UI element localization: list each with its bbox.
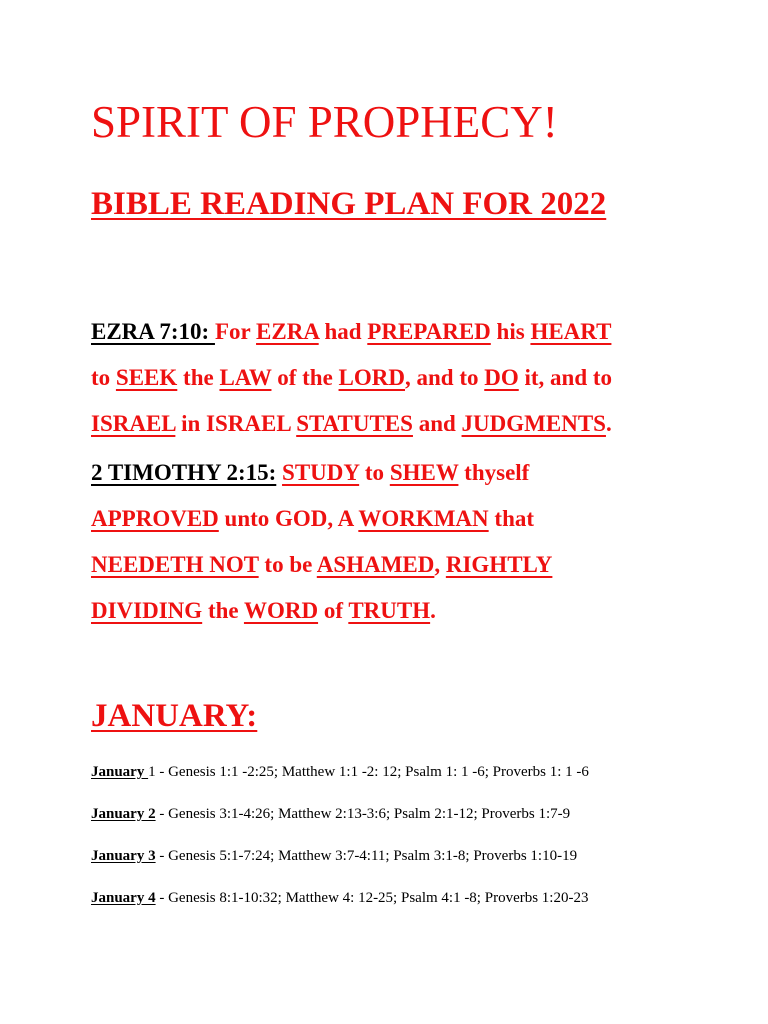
verse-keyword: ASHAMED <box>316 552 435 577</box>
verse-timothy <box>91 450 552 634</box>
reading-entry <box>91 890 588 907</box>
verse-text: to be <box>258 552 317 577</box>
verse-keyword: WORD <box>243 598 319 623</box>
verse-text: the <box>202 598 244 623</box>
verse-keyword: LAW <box>219 365 272 390</box>
document-subtitle: BIBLE READING PLAN FOR 2022 <box>91 186 607 222</box>
verse-keyword: LORD <box>338 365 405 390</box>
verse-text: had <box>318 319 368 344</box>
verse-timothy-line-3 <box>91 542 552 588</box>
verse-text: to <box>91 365 116 390</box>
verse-text: and <box>412 411 462 436</box>
verse-keyword: STATUTES <box>296 411 413 436</box>
verse-keyword: WORKMAN <box>358 506 489 531</box>
verse-text: For <box>214 319 257 344</box>
reading-passages: 1 - Genesis 1:1 -2:25; Matthew 1:1 -2: 12; Psalm 1: 1 -6; Proverbs 1: 1 -6 <box>148 764 589 780</box>
verse-keyword: APPROVED <box>91 506 219 531</box>
verse-text: his <box>490 319 531 344</box>
verse-keyword: DIVIDING <box>91 598 203 623</box>
reading-date: January 2 <box>91 806 156 822</box>
reading-entry <box>91 806 570 823</box>
verse-text: to <box>359 460 390 485</box>
reading-passages: - Genesis 3:1-4:26; Matthew 2:13-3:6; Psalm 2:1-12; Proverbs 1:7-9 <box>155 806 571 822</box>
verse-ezra-line-2 <box>91 355 612 401</box>
verse-ezra-line-3 <box>91 401 612 447</box>
verse-timothy-line-1 <box>91 450 552 496</box>
verse-text: . <box>430 598 436 623</box>
reading-entry <box>91 848 577 865</box>
verse-text: in ISRAEL <box>175 411 297 436</box>
verse-timothy-line-4 <box>91 588 552 634</box>
verse-keyword: ISRAEL <box>91 411 176 436</box>
verse-keyword: TRUTH <box>348 598 431 623</box>
verse-keyword: SEEK <box>115 365 178 390</box>
verse-keyword: SHEW <box>389 460 459 485</box>
verse-keyword: DO <box>484 365 519 390</box>
verse-text: the <box>177 365 220 390</box>
verse-text: thyself <box>458 460 530 485</box>
reading-passages: - Genesis 5:1-7:24; Matthew 3:7-4:11; Psalm 3:1-8; Proverbs 1:10-19 <box>155 848 578 864</box>
verse-text: that <box>488 506 535 531</box>
verse-reference: EZRA 7:10: <box>91 319 215 344</box>
verse-ezra <box>91 309 612 447</box>
reading-date: January <box>91 764 149 780</box>
document-title: SPIRIT OF PROPHECY! <box>91 97 558 147</box>
reading-entry <box>91 764 589 781</box>
verse-keyword: NEEDETH NOT <box>91 552 259 577</box>
verse-keyword: RIGHTLY <box>445 552 553 577</box>
month-heading: JANUARY: <box>91 698 258 734</box>
verse-text: of <box>318 598 349 623</box>
verse-text: , and to <box>405 365 485 390</box>
verse-text: it, and to <box>518 365 613 390</box>
verse-text: . <box>605 411 612 436</box>
verse-timothy-line-2 <box>91 496 552 542</box>
verse-reference: 2 TIMOTHY 2:15: <box>91 460 277 485</box>
reading-date: January 3 <box>91 848 156 864</box>
verse-keyword: STUDY <box>282 460 360 485</box>
verse-text: unto GOD, A <box>218 506 359 531</box>
verse-keyword: JUDGMENTS <box>461 411 606 436</box>
verse-keyword: HEART <box>530 319 612 344</box>
reading-date: January 4 <box>91 890 156 906</box>
verse-keyword: PREPARED <box>367 319 491 344</box>
verse-keyword: EZRA <box>256 319 319 344</box>
verse-text: of the <box>271 365 339 390</box>
verse-text: , <box>434 552 446 577</box>
verse-ezra-line-1 <box>91 309 612 355</box>
reading-passages: - Genesis 8:1-10:32; Matthew 4: 12-25; Psalm 4:1 -8; Proverbs 1:20-23 <box>155 890 589 906</box>
